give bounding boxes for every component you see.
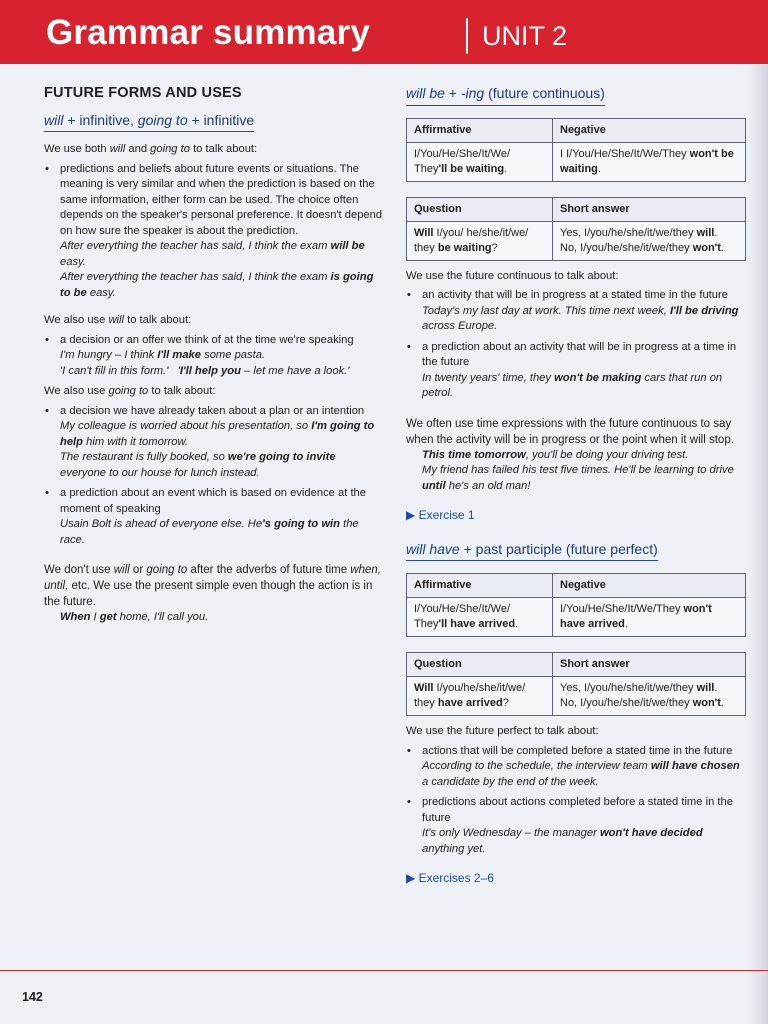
title-divider [466, 18, 468, 54]
section-title: FUTURE FORMS AND USES [44, 85, 242, 101]
table-header: Negative [553, 118, 746, 142]
intro-will: We also use will to talk about: [44, 314, 192, 326]
list-item: • a prediction about an activity that will be in progress at a time in the future In twenty years' time, they won't be making cars that run on petrol. [406, 340, 746, 402]
table-future-perfect-question [406, 652, 746, 716]
page-title: Grammar summary [46, 13, 370, 52]
table-header: Affirmative [407, 574, 553, 598]
table-future-continuous-affirmative [406, 118, 746, 182]
subheading-will-going-to: will + infinitive, going to + infinitive [44, 113, 254, 133]
footer-rule [0, 970, 768, 971]
exercise-link-1[interactable]: ▶ Exercise 1 [406, 508, 475, 522]
exercise-link-label[interactable]: Exercise 1 [418, 508, 475, 522]
table-header: Question [407, 653, 553, 677]
table-header: Short answer [553, 653, 746, 677]
paragraph-time-expressions: We often use time expressions with the future continuous to say when the activity will be in progress or the point when it will stop. [406, 417, 734, 446]
list-item: • a prediction about an event which is based on evidence at the moment of speaking Usain Bolt is ahead of everyone else. He's going to win the race. [44, 486, 384, 548]
page-number: 142 [22, 990, 43, 1004]
table-header: Short answer [553, 197, 746, 221]
example-when: When I get home, I'll call you. [60, 611, 209, 623]
intro-future-perfect: We use the future perfect to talk about: [406, 725, 599, 737]
table-future-continuous-question [406, 197, 746, 261]
bullet-list-going-to [44, 404, 384, 549]
examples-time-expressions: This time tomorrow, you'll be doing your driving test. My friend has failed his test five times. He'll be learning to drive until he's an old man! [422, 448, 734, 492]
list-item: • predictions and beliefs about future events or situations. The meaning is very similar and when the prediction is based on the same information, either form can be used. The choice often depends on the speaker's personal preference. It doesn't depend on how sure the speaker is about the prediction. After everything the teacher has said, I think the exam will be easy. After everything the teacher has said, I think the exam is going to be easy. [44, 162, 384, 302]
list-item: • a decision we have already taken about a plan or an intention My colleague is worried about his presentation, so I'm going to help him with it tomorrow. The restaurant is fully booked, so we're going to invite everyone to our house for lunch instead. [44, 404, 384, 482]
subheading-future-perfect: will have + past participle (future perfect) [406, 542, 658, 562]
paragraph-adverbs-of-time: We don't use will or going to after the adverbs of future time when, until, etc. We use the present simple even though the action is in the future. [44, 564, 381, 608]
list-item: • an activity that will be in progress at a stated time in the future Today's my last day at work. This time next week, I'll be driving across Europe. [406, 288, 746, 335]
bullet-list-future-perfect [406, 744, 746, 858]
table-cell: I I/You/He/She/It/We/They won't be waiting. [553, 142, 746, 181]
page-spine-shadow [748, 64, 768, 1024]
table-header: Affirmative [407, 118, 553, 142]
table-cell: I/You/He/She/It/We/ They'll be waiting. [407, 142, 553, 181]
table-header: Question [407, 197, 553, 221]
table-cell: Will I/you/he/she/it/we/ they have arrived? [407, 677, 553, 716]
bullet-list-future-continuous [406, 288, 746, 402]
table-header: Negative [553, 574, 746, 598]
table-cell: I/You/He/She/It/We/ They'll have arrived. [407, 598, 553, 637]
bullet-list-will-going-to [44, 162, 384, 302]
table-cell: I/You/He/She/It/We/They won't have arrived. [553, 598, 746, 637]
left-column [44, 86, 384, 626]
bullet-list-will [44, 333, 384, 380]
list-item: • actions that will be completed before a stated time in the future According to the schedule, the interview team will have chosen a candidate by the end of the week. [406, 744, 746, 791]
table-cell: Yes, I/you/he/she/it/we/they will. No, I/you/he/she/it/we/they won't. [553, 221, 746, 260]
list-item: • predictions about actions completed before a stated time in the future It's only Wednesday – the manager won't have decided anything yet. [406, 795, 746, 857]
table-cell: Yes, I/you/he/she/it/we/they will. No, I/you/he/she/it/we/they won't. [553, 677, 746, 716]
table-cell: Will I/you/ he/she/it/we/ they be waiting? [407, 221, 553, 260]
intro-future-continuous: We use the future continuous to talk about: [406, 269, 619, 282]
exercise-link-label[interactable]: Exercises 2–6 [418, 871, 494, 885]
page-header [0, 0, 768, 64]
subheading-future-continuous: will be + -ing (future continuous) [406, 86, 605, 106]
intro-going-to: We also use going to to talk about: [44, 385, 216, 397]
unit-label: UNIT 2 [482, 21, 568, 51]
exercise-link-2[interactable]: ▶ Exercises 2–6 [406, 871, 494, 885]
right-column [406, 86, 746, 887]
list-item: • a decision or an offer we think of at the time we're speaking I'm hungry – I think I'll make some pasta. 'I can't fill in this form.' 'I'll help you – let me have a look.' [44, 333, 384, 380]
table-future-perfect-affirmative [406, 573, 746, 637]
intro-will-going-to: We use both will and going to to talk about: [44, 143, 258, 155]
